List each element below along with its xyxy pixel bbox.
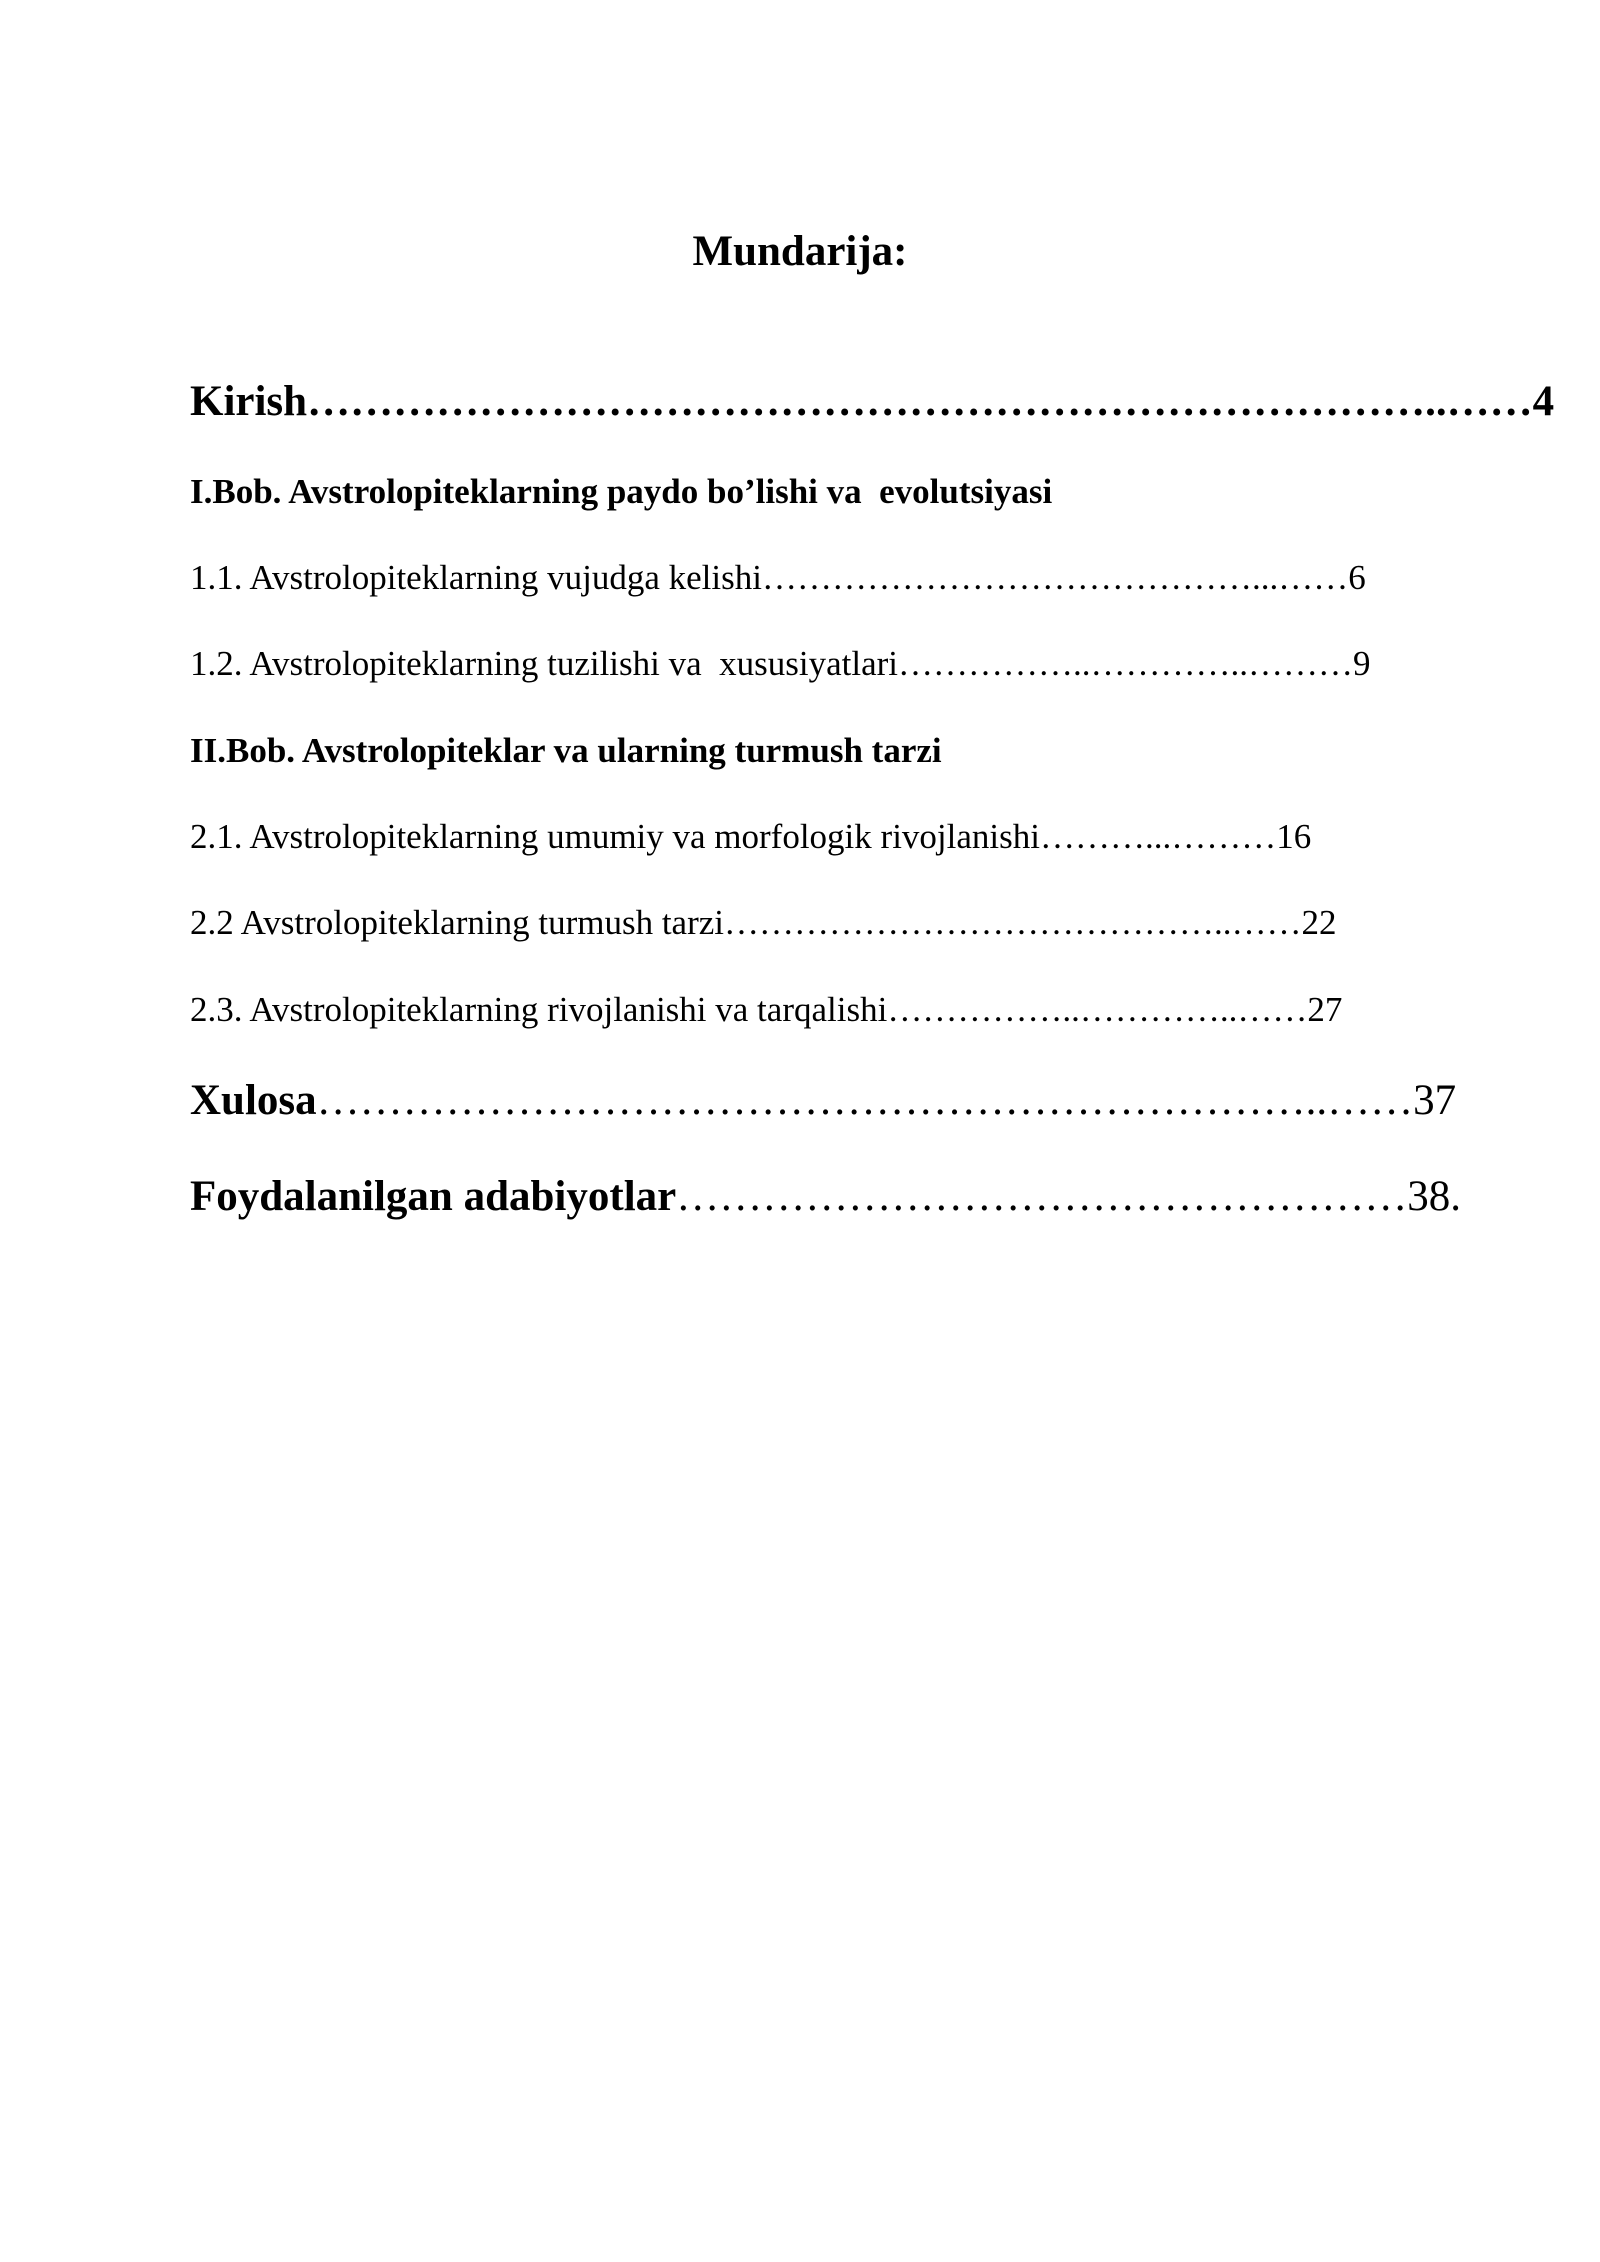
toc-entry-label: 2.2 Avstrolopiteklarning turmush tarzi — [190, 903, 724, 942]
toc-entry-2-3 — [190, 985, 1342, 1035]
page-title: Mundarija: — [692, 228, 908, 275]
toc-entry-leader: ……………………………………...…… — [761, 558, 1349, 597]
toc-chapter-label: II.Bob. Avstrolopiteklar va ularning turmush tarzi — [190, 731, 942, 770]
toc-entry-foydalanilgan-adabiyotlar — [190, 1167, 1461, 1227]
toc-entry-leader: ………...……… — [1039, 817, 1277, 856]
toc-entry-1-1 — [190, 553, 1366, 603]
toc-entry-label: Xulosa — [190, 1077, 317, 1124]
toc-entry-leader: ……………..…………..…… — [887, 990, 1308, 1029]
toc-entry-kirish — [190, 372, 1554, 432]
toc-entry-page: 38. — [1407, 1173, 1461, 1220]
toc-entry-1-2 — [190, 639, 1371, 689]
toc-entry-label: Kirish — [190, 378, 308, 425]
toc-chapter-label: I.Bob. Avstrolopiteklarning paydo bo’lishi va evolutsiyasi — [190, 472, 1053, 511]
toc-chapter-2 — [190, 726, 942, 776]
toc-entry-label: 2.1. Avstrolopiteklarning umumiy va morfologik rivojlanishi — [190, 817, 1040, 856]
toc-entry-page: 37 — [1413, 1077, 1457, 1124]
toc-entry-page: 6 — [1348, 558, 1366, 597]
toc-entry-leader: ……………………………………………………………………..…… — [307, 378, 1533, 425]
toc-entry-2-1 — [190, 812, 1311, 862]
toc-entry-leader: ……………..…………..……… — [898, 644, 1354, 683]
toc-entry-page: 9 — [1353, 644, 1371, 683]
toc-entry-leader: ……………………………………..…… — [724, 903, 1302, 942]
toc-entry-label: Foydalanilgan adabiyotlar — [190, 1173, 677, 1220]
toc-entry-label: 2.3. Avstrolopiteklarning rivojlanishi va tarqalishi — [190, 990, 888, 1029]
toc-entry-page: 16 — [1276, 817, 1312, 856]
toc-entry-page: 4 — [1532, 378, 1555, 425]
toc-entry-leader: …………………………………………… — [676, 1173, 1408, 1220]
toc-entry-xulosa — [190, 1071, 1456, 1131]
toc-entry-page: 27 — [1307, 990, 1343, 1029]
toc-entry-page: 22 — [1301, 903, 1337, 942]
toc-entry-2-2 — [190, 898, 1337, 948]
toc-entry-label: 1.2. Avstrolopiteklarning tuzilishi va xususiyatlari — [190, 644, 899, 683]
toc-entry-leader: ……………………………………………………………..…… — [316, 1077, 1414, 1124]
toc-entry-label: 1.1. Avstrolopiteklarning vujudga kelishi — [190, 558, 762, 597]
toc-chapter-1 — [190, 467, 1052, 517]
